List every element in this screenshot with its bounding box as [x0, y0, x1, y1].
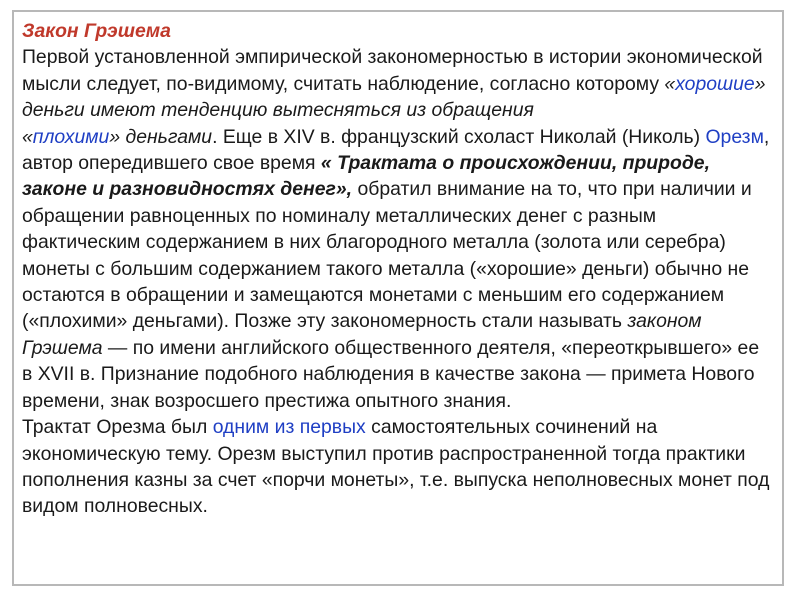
term-bad-money: плохими — [32, 125, 110, 148]
quote-open-bad: « — [22, 125, 33, 148]
text-author: , автор опередившего свое время — [22, 125, 770, 175]
text-displaced: » деньги имеют тенденцию вытесняться из обращения — [22, 72, 766, 122]
term-good-money: хорошие — [675, 72, 755, 95]
text-treatise: Трактат Орезма был — [22, 416, 213, 439]
treatise-title: « Трактата о происхождении, природе, законе и разновидностях денег», — [22, 152, 710, 201]
text-box — [12, 10, 784, 586]
term-one-of-first: одним из первых — [212, 416, 366, 439]
text-money: » деньгами — [109, 125, 213, 148]
quote-open-good: « — [664, 72, 676, 95]
text-independent: самостоятельных сочинений на экономическую тему. Орезм выступил против распространенной тогда практики пополнения казны за счет «порчи монеты», т.е. выпуска неполновесных монет под видом полновесных. — [22, 416, 770, 518]
text-xiv-century: . Еще в XIV в. французский схоласт Николай (Николь) — [212, 125, 706, 148]
term-greshams-law: законом Грэшема — [22, 310, 702, 359]
name-oresme: Орезм — [705, 125, 764, 148]
text-english-figure: — по имени английского общественного деятеля, «переоткрывшего» ее в XVII в. Признание подобного наблюдения в качестве закона — примета Нового времени, знак возросшего престижа опытного знания. — [22, 336, 760, 412]
slide-title: Закон Грэшема — [22, 20, 171, 42]
paragraph-second — [22, 414, 772, 520]
paragraph-main — [22, 44, 772, 414]
text-intro: Первой установленной эмпирической закономерностью в истории экономической мысли следует, по-видимому, считать наблюдение, согласно которому — [22, 46, 763, 95]
text-observation: обратил внимание на то, что при наличии и обращении равноценных по номиналу металлических денег с разным фактическим содержанием в них благородного металла (золота или серебра) монеты с большим содержанием такого металла («хорошие» деньги) обычно не остаются в обращении и замещаются монетами с меньшим его содержанием («плохими» деньгами). Позже эту закономерность стали называть — [22, 178, 752, 333]
